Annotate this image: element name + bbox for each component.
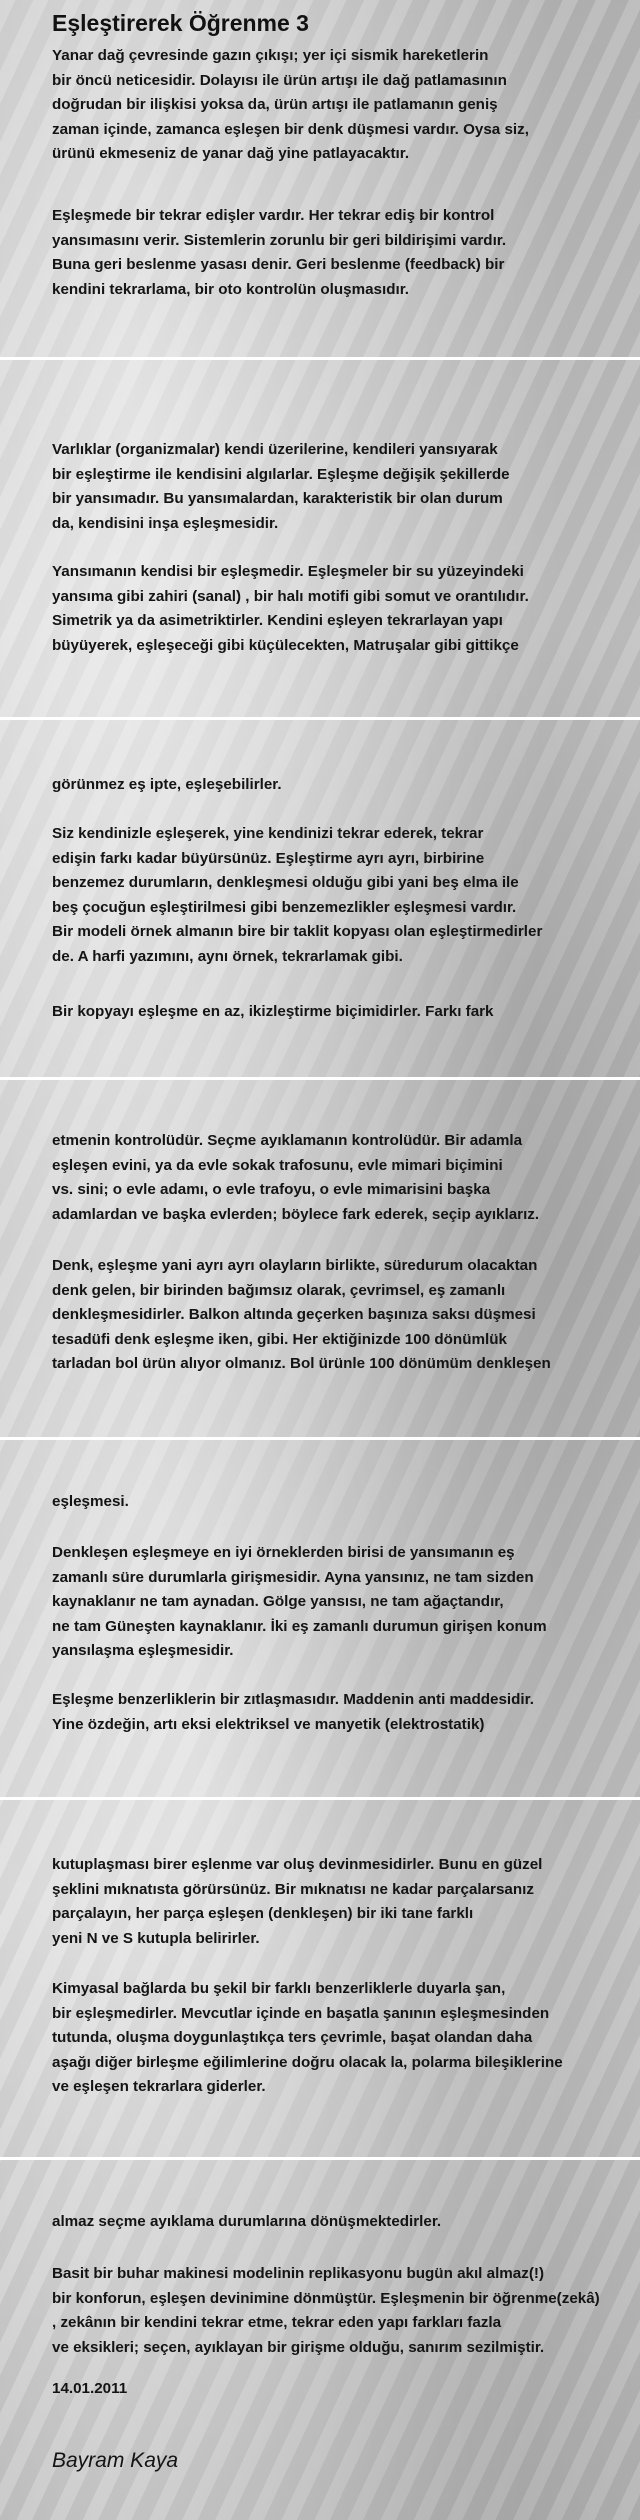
paragraph: Denk, eşleşme yani ayrı ayrı olayların birlikte, süredurum olacaktan denk gelen, bir birinden bağımsız olarak, çevrimsel, eş zamanlı denkleşmesidirler. Balkon altında geçerken başınıza saksı düşmesi tesadüfi denk eşleşme iken, gibi. Her ektiğinizde 100 dönümlük tarladan bol ürün alıyor olmanız. Bol ürünle 100 dönümüm denkleşen bbox=[52, 1257, 551, 1372]
paragraph: eşleşmesi. bbox=[52, 1493, 129, 1510]
paragraph: kutuplaşması birer eşlenme var oluş devinmesidirler. Bunu en güzel şeklini mıknatısta görürsünüz. Bir mıknatısı ne kadar parçalarsanız parçalayın, her parça eşleşen (denkleşen) bir iki tane farklı yeni N ve S kutupla belirirler. bbox=[52, 1856, 543, 1947]
page-separator bbox=[0, 1437, 640, 1440]
paragraph: almaz seçme ayıklama durumlarına dönüşmektedirler. bbox=[52, 2213, 442, 2230]
page-separator bbox=[0, 2157, 640, 2160]
page-separator bbox=[0, 1797, 640, 1800]
paragraph: Varlıklar (organizmalar) kendi üzerilerine, kendileri yansıyarak bir eşleştirme ile kendisini algılarlar. Eşleşme değişik şekillerde bir yansımadır. Bu yansımalardan, karakteristik bir olan durum da, kendisini inşa eşleşmesidir. bbox=[52, 441, 510, 532]
page-title: Eşleştirerek Öğrenme 3 bbox=[52, 10, 309, 36]
paragraph: görünmez eş ipte, eşleşebilirler. bbox=[52, 776, 282, 793]
page-separator bbox=[0, 717, 640, 720]
page-separator bbox=[0, 357, 640, 360]
paragraph: Siz kendinizle eşleşerek, yine kendinizi tekrar ederek, tekrar edişin farkı kadar büyürsünüz. Eşleştirme ayrı ayrı, birbirine benzemez durumların, denkleşmesi olduğu gibi yani beş elma ile beş çocuğun eşleştirilmesi gibi benzemezlikler eşleşmesi vardır. Bir modeli örnek almanın bire bir taklit kopyası olan eşleştirmedirler de. A harfi yazımını, aynı örnek, tekrarlamak gibi. bbox=[52, 825, 543, 965]
author-signature: Bayram Kaya bbox=[52, 2449, 179, 2472]
paragraph: Bir kopyayı eşleşme en az, ikizleştirme biçimidirler. Farkı fark bbox=[52, 1003, 494, 1020]
paragraph: Denkleşen eşleşmeye en iyi örneklerden birisi de yansımanın eş zamanlı süre durumlarla girişmesidir. Ayna yansınız, ne tam sizden kaynaklanır ne tam aynadan. Gölge yansısı, ne tam ağaçtandır, ne tam Güneşten kaynaklanır. İki eş zamanlı durumun girişen konum yansılaşma eşleşmesidir. bbox=[52, 1544, 547, 1659]
paragraph: Yansımanın kendisi bir eşleşmedir. Eşleşmeler bir su yüzeyindeki yansıma gibi zahiri (sanal) , bir halı motifi gibi somut ve orantılıdır. Simetrik ya da asimetriktirler. Kendini eşleyen tekrarlayan yapı büyüyerek, eşleşeceği gibi küçülecekten, Matruşalar gibi gittikçe bbox=[52, 563, 529, 654]
paragraph: Eşleşmede bir tekrar edişler vardır. Her tekrar ediş bir kontrol yansımasını verir. Sistemlerin zorunlu bir geri bildirişimi vardır. Buna geri beslenme yasası denir. Geri beslenme (feedback) bir kendini tekrarlama, bir oto kontrolün oluşmasıdır. bbox=[52, 207, 507, 298]
paragraph: Eşleşme benzerliklerin bir zıtlaşmasıdır. Maddenin anti maddesidir. Yine özdeğin, artı eksi elektriksel ve manyetik (elektrostatik) bbox=[52, 1691, 534, 1733]
paragraph: Basit bir buhar makinesi modelinin replikasyonu bugün akıl almaz(!) bir konforun, eşleşen devinimine dönmüştür. Eşleşmenin bir öğrenme(zekâ) , zekânın bir kendini tekrar etme, tekrar eden yapı farkları fazla ve eksikleri; seçen, ayıklayan bir girişme olduğu, sanırım sezilmiştir. bbox=[52, 2265, 600, 2356]
paragraph: Yanar dağ çevresinde gazın çıkışı; yer içi sismik hareketlerin bir öncü neticesidir. Dolayısı ile ürün artışı ile dağ patlamasının doğrudan bir ilişkisi yoksa da, ürün artışı ile patlamanın geniş zaman içinde, zamanca eşleşen bir denk düşmesi vardır. Oysa siz, ürünü ekmeseniz de yanar dağ yine patlayacaktır. bbox=[52, 47, 529, 162]
page-separator bbox=[0, 1077, 640, 1080]
paragraph: Kimyasal bağlarda bu şekil bir farklı benzerliklerle duyarla şan, bir eşleşmedirler. Mevcutlar içinde en başatla şanının eşleşmesinden tutunda, oluşma doygunlaştıkça ters çevrimle, başat olandan daha aşağı diğer birleşme eğilimlerine doğru olacak la, polarma bileşiklerine ve eşleşen tekrarlara giderler. bbox=[52, 1980, 563, 2095]
paragraph: etmenin kontrolüdür. Seçme ayıklamanın kontrolüdür. Bir adamla eşleşen evini, ya da evle sokak trafosunu, evle mimari biçimini vs. sini; o evle adamı, o evle trafoyu, o evle mimarisini başka adamlardan ve başka evlerden; böylece fark ederek, seçip ayıklarız. bbox=[52, 1132, 540, 1223]
date-text: 14.01.2011 bbox=[52, 2380, 128, 2397]
